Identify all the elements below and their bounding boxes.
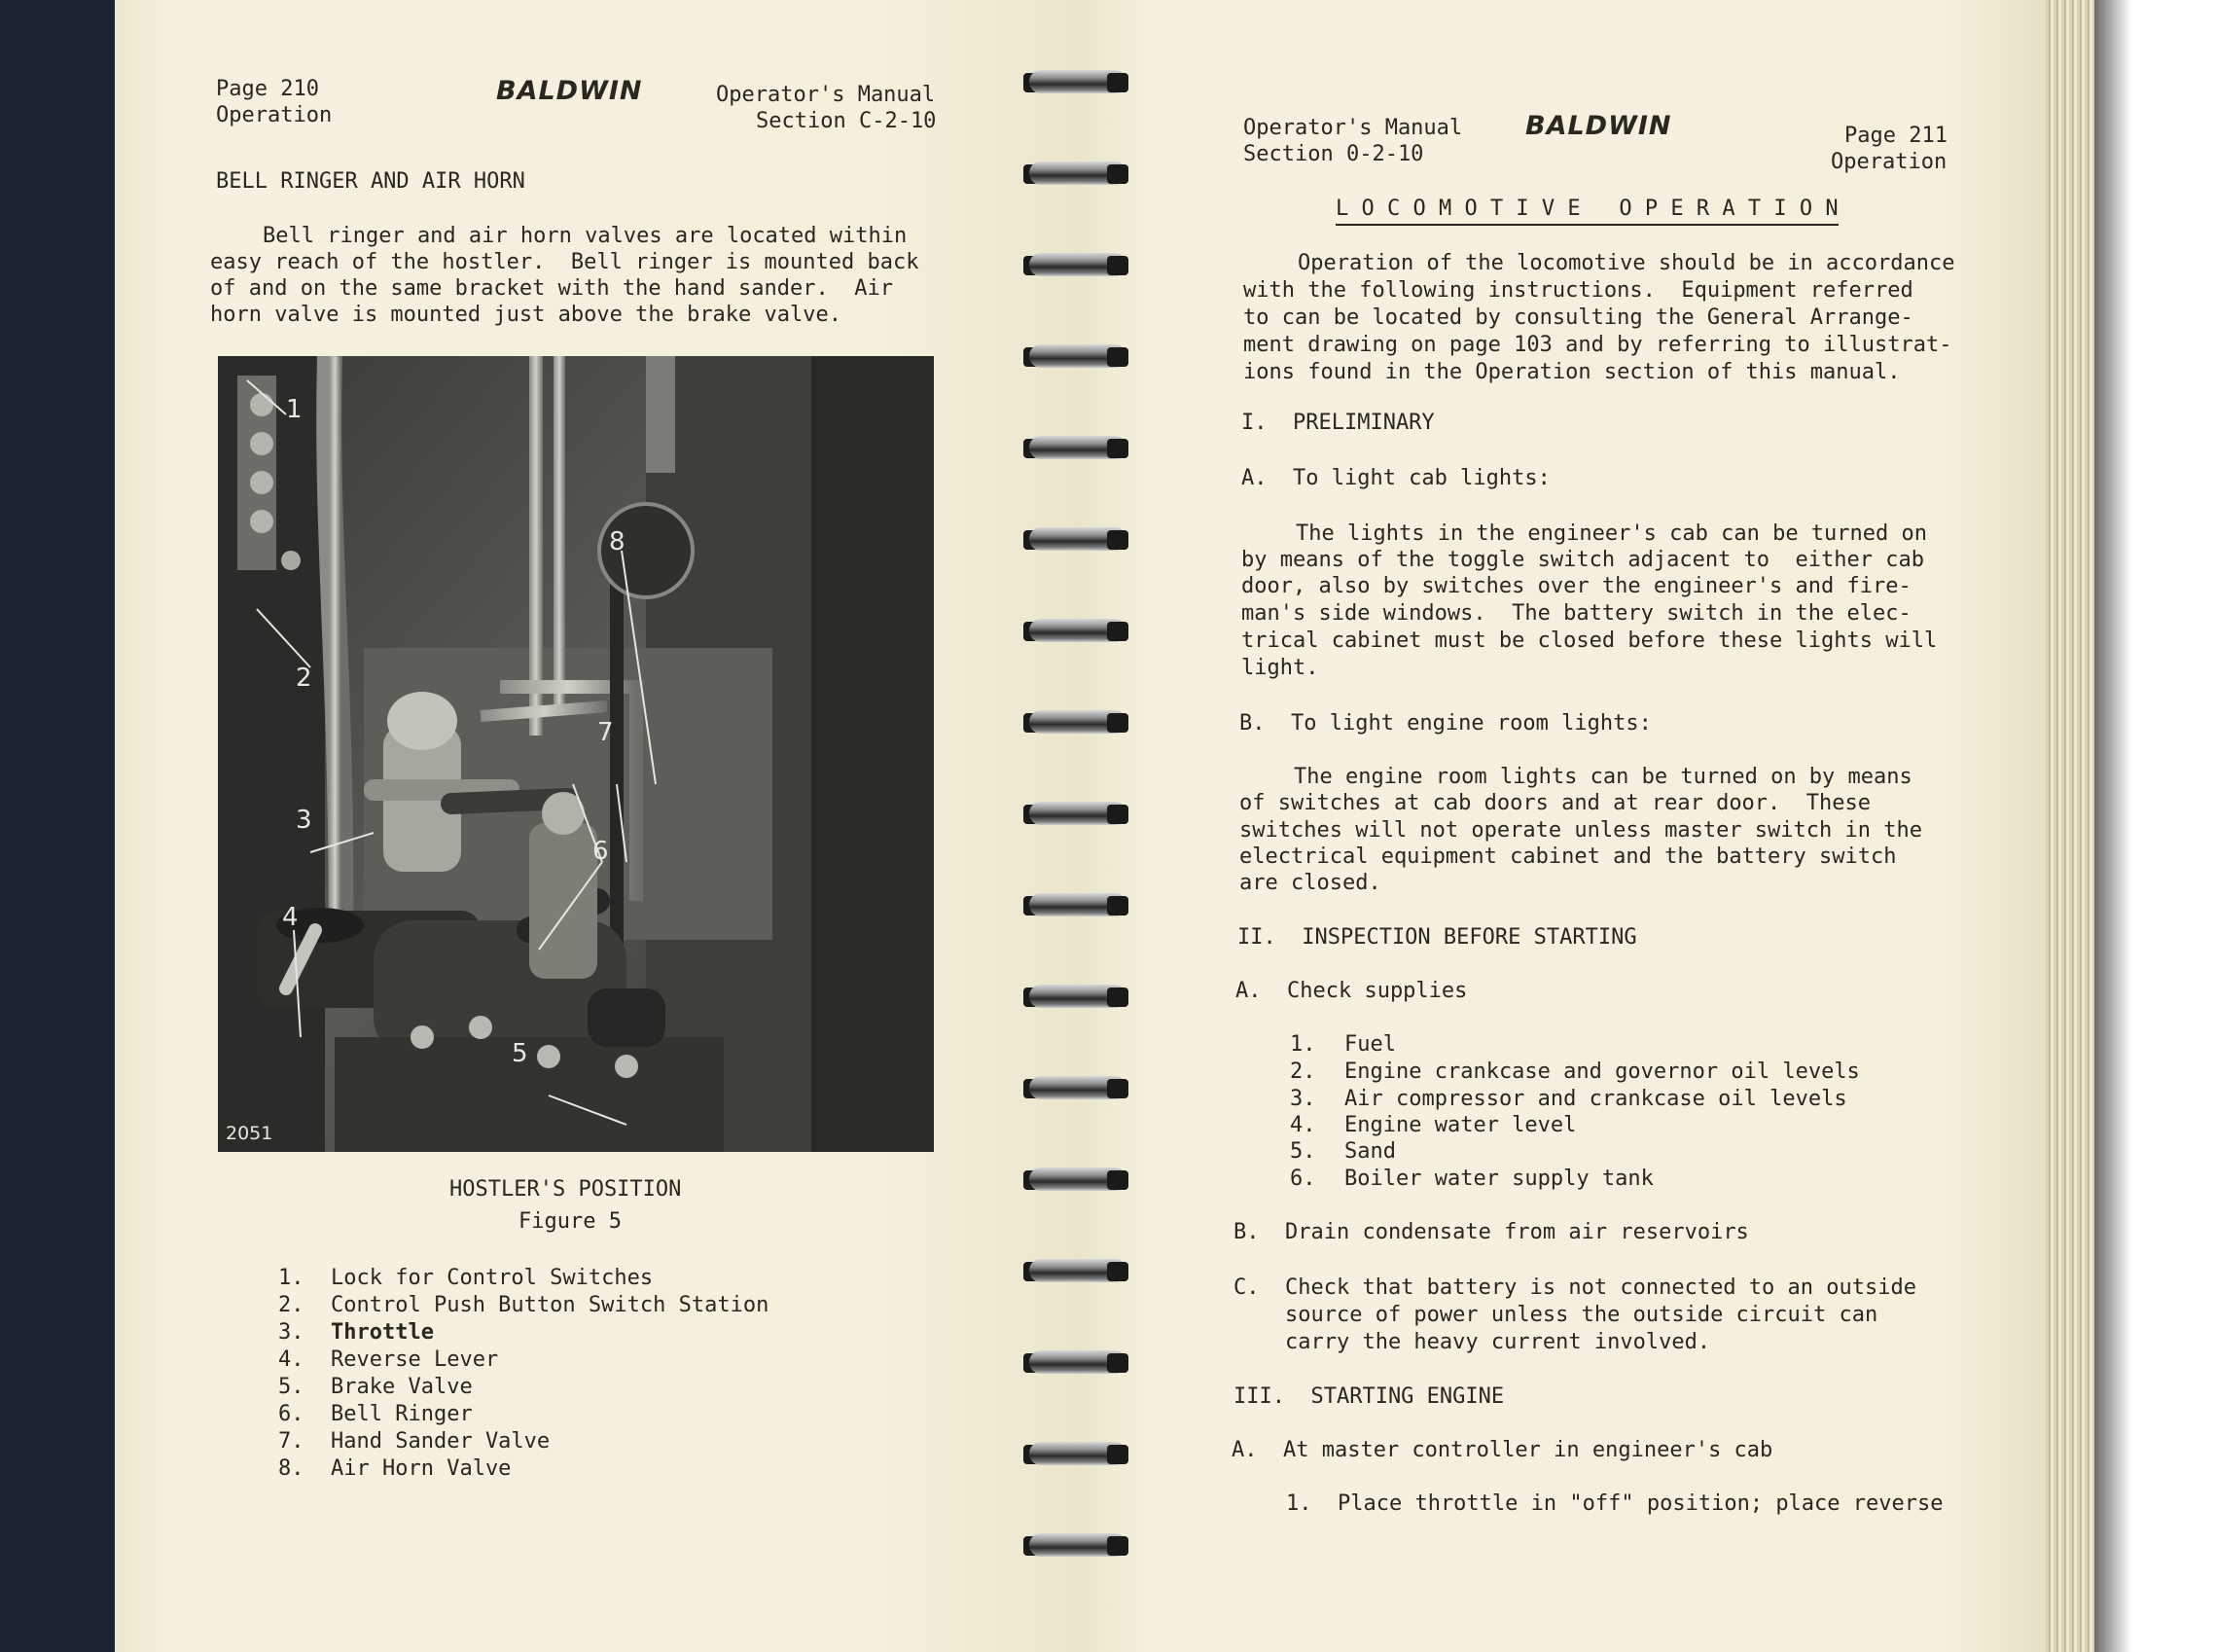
legend-label: Bell Ringer <box>331 1402 473 1426</box>
list-item: Sand <box>1344 1139 1396 1164</box>
legend-number: 1. <box>278 1266 304 1290</box>
callout-5: 5 <box>512 1039 528 1068</box>
paragraph-line: The lights in the engineer's cab can be turned on <box>1296 521 1928 546</box>
legend-label: Air Horn Valve <box>331 1456 512 1481</box>
list-item: Air compressor and crankcase oil levels <box>1344 1087 1847 1111</box>
callout-8: 8 <box>609 527 625 557</box>
callout-1: 1 <box>286 395 303 424</box>
subsection-heading: B. To light engine room lights: <box>1239 711 1652 736</box>
legend-label: Hand Sander Valve <box>331 1429 551 1454</box>
page-edges <box>2046 0 2094 1652</box>
list-number: 4. <box>1290 1113 1316 1137</box>
legend-number: 2. <box>278 1293 304 1317</box>
callout-6: 6 <box>592 837 609 866</box>
legend-number: 4. <box>278 1347 304 1372</box>
section-heading: I. PRELIMINARY <box>1241 411 1435 435</box>
page-number: Page 211 <box>1844 124 1948 148</box>
paragraph-line: with the following instructions. Equipment referred <box>1243 278 1913 303</box>
callout-2: 2 <box>296 664 312 693</box>
binding-ring <box>1023 979 1130 1014</box>
section-code: Section 0-2-10 <box>1243 142 1424 166</box>
hostler-position-photo <box>218 356 934 1152</box>
brand-logo: BALDWIN <box>1525 111 1672 141</box>
section-name: Operation <box>1831 150 1948 174</box>
binding-ring <box>1023 613 1130 648</box>
list-number: 6. <box>1290 1167 1316 1191</box>
paragraph-line: easy reach of the hostler. Bell ringer is mounted back <box>210 250 919 274</box>
legend-number: 3. <box>278 1320 304 1345</box>
legend-number: 5. <box>278 1375 304 1399</box>
list-number: 5. <box>1290 1139 1316 1164</box>
paragraph-line: of and on the same bracket with the hand sander. Air <box>210 276 893 301</box>
binding-ring <box>1023 704 1130 739</box>
binding-ring <box>1023 156 1130 191</box>
legend-label: Control Push Button Switch Station <box>331 1293 769 1317</box>
paragraph-line: light. <box>1241 656 1319 680</box>
legend-label: Reverse Lever <box>331 1347 499 1372</box>
binding-ring <box>1023 796 1130 831</box>
photo-id: 2051 <box>226 1123 273 1144</box>
paragraph-line: switches will not operate unless master switch in the <box>1239 818 1922 843</box>
binding-ring <box>1023 247 1130 282</box>
paragraph-line: of switches at cab doors and at rear door. These <box>1239 791 1872 815</box>
list-number: 2. <box>1290 1059 1316 1084</box>
binding-ring <box>1023 1253 1130 1288</box>
page-number: Page 210 <box>216 77 319 101</box>
binding-ring <box>1023 1527 1130 1562</box>
section-code: Section C-2-10 <box>756 109 937 133</box>
paragraph-line: The engine room lights can be turned on by means <box>1294 765 1912 789</box>
list-item: Engine water level <box>1344 1113 1577 1137</box>
paragraph-line: Operation of the locomotive should be in accordance <box>1298 251 1955 275</box>
brand-logo: BALDWIN <box>496 76 643 106</box>
binding-ring <box>1023 430 1130 465</box>
binding-ring <box>1023 64 1130 99</box>
paragraph-line: C. Check that battery is not connected to an outside <box>1233 1275 1916 1300</box>
paragraph-line: by means of the toggle switch adjacent to either cab <box>1241 548 1924 572</box>
paragraph-line: door, also by switches over the engineer's and fire- <box>1241 574 1912 598</box>
legend-number: 8. <box>278 1456 304 1481</box>
binding-ring <box>1023 1070 1130 1105</box>
binding-ring <box>1023 1345 1130 1380</box>
paragraph-line: man's side windows. The battery switch in the elec- <box>1241 601 1912 626</box>
callout-4: 4 <box>282 903 299 932</box>
legend-number: 6. <box>278 1402 304 1426</box>
paragraph-line: ions found in the Operation section of this manual. <box>1243 360 1901 384</box>
legend-label: Brake Valve <box>331 1375 473 1399</box>
list-item: Engine crankcase and governor oil levels <box>1344 1059 1860 1084</box>
paragraph-line: are closed. <box>1239 871 1381 895</box>
figure-label: Figure 5 <box>518 1209 622 1234</box>
subsection-heading: A. Check supplies <box>1235 979 1468 1003</box>
manual-title: Operator's Manual <box>1243 116 1463 140</box>
section-heading: II. INSPECTION BEFORE STARTING <box>1237 925 1637 950</box>
list-item: Boiler water supply tank <box>1344 1167 1654 1191</box>
figure-caption: HOSTLER'S POSITION <box>449 1177 682 1202</box>
paragraph-line: source of power unless the outside circuit can <box>1233 1303 1878 1327</box>
list-number: 3. <box>1290 1087 1316 1111</box>
paragraph-line: ment drawing on page 103 and by referring to illustrat- <box>1243 333 1952 357</box>
paragraph-line: horn valve is mounted just above the brake valve. <box>210 303 842 327</box>
binding-ring <box>1023 1436 1130 1471</box>
binding-ring <box>1023 887 1130 922</box>
manual-title: Operator's Manual <box>716 83 936 107</box>
paragraph-line: electrical equipment cabinet and the battery switch <box>1239 844 1897 869</box>
paragraph-line: carry the heavy current involved. <box>1233 1330 1711 1354</box>
legend-label: Lock for Control Switches <box>331 1266 654 1290</box>
paragraph-line: Bell ringer and air horn valves are located within <box>263 224 908 248</box>
section-heading: III. STARTING ENGINE <box>1233 1384 1505 1409</box>
binding-ring <box>1023 1162 1130 1197</box>
paragraph-line: trical cabinet must be closed before these lights will <box>1241 628 1938 653</box>
subsection-heading: A. At master controller in engineer's cab <box>1232 1438 1773 1462</box>
callout-7: 7 <box>597 718 614 747</box>
binding-ring <box>1023 339 1130 374</box>
paragraph-line: to can be located by consulting the General Arrange- <box>1243 305 1913 330</box>
section-name: Operation <box>216 103 333 127</box>
subsection-heading: A. To light cab lights: <box>1241 466 1551 490</box>
list-number: 1. <box>1290 1032 1316 1057</box>
binding-ring <box>1023 521 1130 557</box>
legend-number: 7. <box>278 1429 304 1454</box>
list-item: 1. Place throttle in "off" position; place reverse <box>1286 1491 1944 1516</box>
scan-margin <box>2094 0 2216 1652</box>
subsection-heading: B. Drain condensate from air reservoirs <box>1233 1220 1749 1244</box>
legend-label: Throttle <box>331 1320 434 1345</box>
callout-3: 3 <box>296 806 312 835</box>
list-item: Fuel <box>1344 1032 1396 1057</box>
section-heading: BELL RINGER AND AIR HORN <box>216 169 525 194</box>
page-title: L O C O M O T I V E O P E R A T I O N <box>1336 196 1839 226</box>
